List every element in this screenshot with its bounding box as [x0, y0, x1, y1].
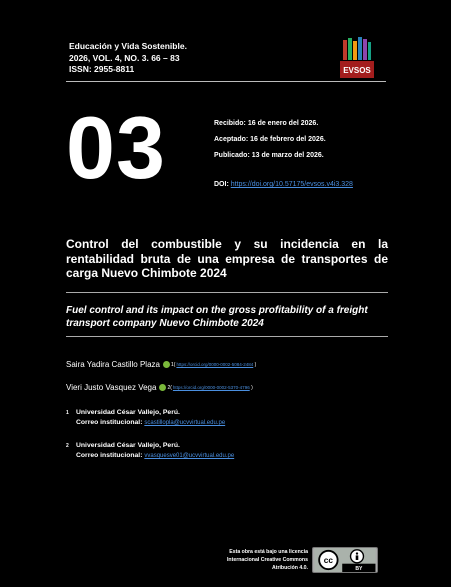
orcid-link[interactable]: https://orcid.org/0000-0002-5370-4796 [172, 385, 250, 390]
affiliation-institution: Universidad César Vallejo, Perú. [76, 409, 180, 416]
article-dates [214, 116, 326, 164]
orcid-link[interactable]: https://orcid.org/0000-0002-5084-2484 [176, 362, 254, 367]
email-link[interactable]: scastillopla@ucvvirtual.edu.pe [144, 420, 226, 426]
title-english: Fuel control and its impact on the gross profitability of a freight transport company Nuevo Chimbote 2024 [66, 305, 368, 329]
author-name: Saira Yadira Castillo Plaza [66, 360, 160, 369]
affiliation-num: 1 [66, 410, 69, 416]
cc-icon-text: cc [323, 555, 334, 566]
affiliation-institution: Universidad César Vallejo, Perú. [76, 442, 180, 449]
title-divider-bottom [66, 336, 388, 337]
affiliation-2 [66, 441, 234, 461]
article-number: 03 [66, 98, 166, 197]
author-name: Vieri Justo Vasquez Vega [66, 383, 157, 392]
logo-text: EVSOS [343, 66, 371, 75]
accepted-date: Aceptado: 16 de febrero del 2026. [214, 136, 326, 143]
orcid-icon[interactable] [163, 361, 170, 368]
title-spanish: Control del combustible y su incidencia en la rentabilidad bruta de una empresa de transportes de carga Nuevo Chimbote 2024 [66, 237, 388, 280]
received-date: Recibido: 16 de enero del 2026. [214, 120, 319, 127]
evsos-logo [340, 36, 374, 78]
author-1: Saira Yadira Castillo Plaza 1 ( https://orcid.org/0000-0002-5084-2484 ) [66, 360, 257, 369]
email-label: Correo institucional: [76, 419, 145, 426]
doi [214, 181, 353, 188]
email-link[interactable]: vvasquesve01@ucvvirtual.edu.pe [144, 453, 235, 459]
license-line: Internacional Creative Commons [226, 557, 308, 563]
email-label: Correo institucional: [76, 452, 145, 459]
author-sup: 2 [167, 384, 171, 391]
doi-link[interactable]: https://doi.org/10.57175/evsos.v4i3.328 [230, 181, 353, 188]
affiliation-num: 2 [66, 443, 69, 449]
license-text [198, 548, 308, 572]
title-divider [66, 292, 388, 293]
published-date: Publicado: 13 de marzo del 2026. [214, 152, 324, 159]
author-sup: 1 [170, 361, 174, 368]
doi-label: DOI: [214, 181, 231, 188]
author-2: Vieri Justo Vasquez Vega 2 ( https://orcid.org/0000-0002-5370-4796 ) [66, 383, 253, 392]
license-line: Atribución 4.0. [271, 565, 308, 571]
orcid-icon[interactable] [159, 384, 166, 391]
journal-info [69, 41, 187, 76]
license-line: Esta obra está bajo una licencia [229, 549, 308, 555]
header-divider [66, 81, 386, 82]
journal-name: Educación y Vida Sostenible. [69, 41, 187, 51]
by-label: BY [355, 566, 363, 573]
affiliation-1 [66, 408, 225, 428]
journal-volume: 2026, VOL. 4, NO. 3. 66 – 83 [69, 52, 180, 63]
journal-issn: ISSN: 2955-8811 [69, 64, 135, 74]
cc-by-badge[interactable] [312, 547, 378, 573]
